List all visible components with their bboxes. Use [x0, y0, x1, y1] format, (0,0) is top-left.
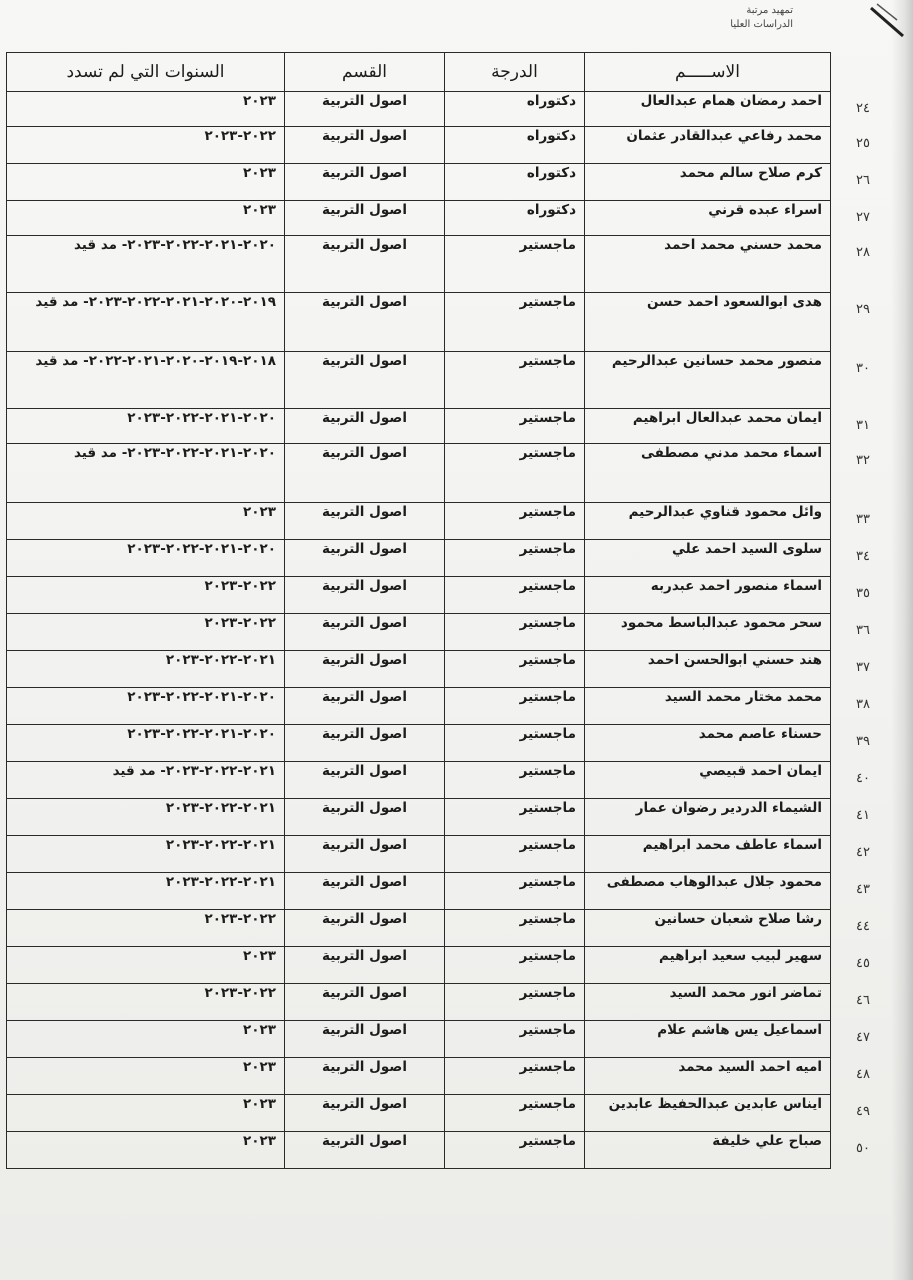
cell-department: اصول التربية	[285, 799, 445, 836]
cell-department: اصول التربية	[285, 688, 445, 725]
cell-years: ٢٠٢٢-٢٠٢٣	[7, 984, 285, 1021]
cell-years: ٢٠٢٣	[7, 1132, 285, 1169]
cell-degree: ماجستير	[445, 910, 585, 947]
cell-years: ٢٠٢٠-٢٠٢١-٢٠٢٢-٢٠٢٣	[7, 688, 285, 725]
students-table	[6, 52, 831, 1169]
cell-department: اصول التربية	[285, 444, 445, 503]
row-number: ٤٥	[856, 956, 870, 971]
cell-degree: ماجستير	[445, 947, 585, 984]
cell-years: ٢٠٢١-٢٠٢٢-٢٠٢٣	[7, 836, 285, 873]
cell-degree: ماجستير	[445, 762, 585, 799]
cell-degree: ماجستير	[445, 651, 585, 688]
cell-years: ٢٠٢٢-٢٠٢٣	[7, 127, 285, 164]
cell-name: وائل محمود قناوي عبدالرحيم	[585, 503, 831, 540]
table-row	[7, 1021, 831, 1058]
table-row	[7, 984, 831, 1021]
cell-name: اسماء محمد مدني مصطفى	[585, 444, 831, 503]
column-header-degree: الدرجة	[445, 53, 585, 92]
cell-name: اسماء عاطف محمد ابراهيم	[585, 836, 831, 873]
row-number: ٢٤	[856, 101, 870, 116]
table-row	[7, 725, 831, 762]
cell-department: اصول التربية	[285, 1095, 445, 1132]
cell-department: اصول التربية	[285, 92, 445, 127]
row-number: ٣٨	[856, 697, 870, 712]
cell-department: اصول التربية	[285, 201, 445, 236]
table-row	[7, 503, 831, 540]
cell-degree: ماجستير	[445, 725, 585, 762]
row-number: ٢٦	[856, 173, 870, 188]
table-row	[7, 352, 831, 409]
cell-years: ٢٠١٨-٢٠١٩-٢٠٢٠-٢٠٢١-٢٠٢٢- مد قيد	[7, 352, 285, 409]
cell-name: سحر محمود عبدالباسط محمود	[585, 614, 831, 651]
row-number: ٤١	[856, 808, 870, 823]
table-row	[7, 651, 831, 688]
cell-department: اصول التربية	[285, 503, 445, 540]
row-number: ٤٨	[856, 1067, 870, 1082]
cell-department: اصول التربية	[285, 836, 445, 873]
cell-degree: ماجستير	[445, 1132, 585, 1169]
row-number: ٣٥	[856, 586, 870, 601]
cell-department: اصول التربية	[285, 127, 445, 164]
table-row	[7, 836, 831, 873]
table-row	[7, 127, 831, 164]
cell-years: ٢٠١٩-٢٠٢٠-٢٠٢١-٢٠٢٢-٢٠٢٣- مد قيد	[7, 293, 285, 352]
column-header-years: السنوات التي لم تسدد	[7, 53, 285, 92]
cell-name: ايناس عابدين عبدالحفيظ عابدين	[585, 1095, 831, 1132]
row-number: ٣١	[856, 418, 870, 433]
table-header-row	[7, 53, 831, 92]
row-number: ٤٧	[856, 1030, 870, 1045]
cell-degree: دكتوراه	[445, 127, 585, 164]
row-number: ٤٠	[856, 771, 870, 786]
cell-department: اصول التربية	[285, 577, 445, 614]
cell-degree: ماجستير	[445, 236, 585, 293]
cell-degree: ماجستير	[445, 688, 585, 725]
cell-degree: ماجستير	[445, 444, 585, 503]
cell-department: اصول التربية	[285, 540, 445, 577]
cell-years: ٢٠٢٣	[7, 201, 285, 236]
cell-name: محمود جلال عبدالوهاب مصطفى	[585, 873, 831, 910]
table-row	[7, 873, 831, 910]
cell-degree: ماجستير	[445, 1021, 585, 1058]
table-row	[7, 236, 831, 293]
cell-degree: دكتوراه	[445, 164, 585, 201]
row-number: ٤٢	[856, 845, 870, 860]
cell-name: هدى ابوالسعود احمد حسن	[585, 293, 831, 352]
cell-years: ٢٠٢٣	[7, 1021, 285, 1058]
row-number: ٣٧	[856, 660, 870, 675]
cell-name: رشا صلاح شعبان حسانين	[585, 910, 831, 947]
cell-name: محمد مختار محمد السيد	[585, 688, 831, 725]
cell-years: ٢٠٢٣	[7, 947, 285, 984]
cell-department: اصول التربية	[285, 614, 445, 651]
cell-name: سلوى السيد احمد علي	[585, 540, 831, 577]
table-row	[7, 1095, 831, 1132]
table-row	[7, 910, 831, 947]
row-number: ٣٢	[856, 453, 870, 468]
row-number: ٢٧	[856, 210, 870, 225]
cell-degree: ماجستير	[445, 873, 585, 910]
row-number: ٤٩	[856, 1104, 870, 1119]
table-row	[7, 293, 831, 352]
cell-years: ٢٠٢٠-٢٠٢١-٢٠٢٢-٢٠٢٣	[7, 409, 285, 444]
table-body	[7, 92, 831, 1169]
cell-degree: دكتوراه	[445, 92, 585, 127]
cell-department: اصول التربية	[285, 409, 445, 444]
cell-name: ايمان محمد عبدالعال ابراهيم	[585, 409, 831, 444]
row-number: ٥٠	[856, 1141, 870, 1156]
paper-edge-shadow	[891, 0, 913, 1280]
row-number: ٤٣	[856, 882, 870, 897]
cell-years: ٢٠٢١-٢٠٢٢-٢٠٢٣	[7, 799, 285, 836]
cell-degree: ماجستير	[445, 984, 585, 1021]
row-number: ٣٤	[856, 549, 870, 564]
header-line-2: الدراسات العليا	[730, 19, 793, 30]
cell-years: ٢٠٢١-٢٠٢٢-٢٠٢٣- مد قيد	[7, 762, 285, 799]
cell-name: اسماعيل يس هاشم علام	[585, 1021, 831, 1058]
cell-years: ٢٠٢٣	[7, 92, 285, 127]
table-row	[7, 1058, 831, 1095]
cell-department: اصول التربية	[285, 293, 445, 352]
table-row	[7, 92, 831, 127]
table-row	[7, 444, 831, 503]
cell-degree: ماجستير	[445, 352, 585, 409]
cell-department: اصول التربية	[285, 1021, 445, 1058]
cell-degree: ماجستير	[445, 799, 585, 836]
header-line-1: تمهيد مرتبة	[746, 5, 793, 16]
cell-name: سهير لبيب سعيد ابراهيم	[585, 947, 831, 984]
row-number: ٢٩	[856, 302, 870, 317]
cell-name: محمد حسني محمد احمد	[585, 236, 831, 293]
cell-department: اصول التربية	[285, 910, 445, 947]
cell-years: ٢٠٢٣	[7, 503, 285, 540]
column-header-name: الاســـــم	[585, 53, 831, 92]
cell-name: هند حسني ابوالحسن احمد	[585, 651, 831, 688]
cell-years: ٢٠٢٠-٢٠٢١-٢٠٢٢-٢٠٢٣	[7, 725, 285, 762]
row-number: ٣٣	[856, 512, 870, 527]
cell-years: ٢٠٢٢-٢٠٢٣	[7, 614, 285, 651]
cell-name: الشيماء الدردير رضوان عمار	[585, 799, 831, 836]
cell-degree: ماجستير	[445, 577, 585, 614]
cell-years: ٢٠٢٢-٢٠٢٣	[7, 910, 285, 947]
cell-years: ٢٠٢٣	[7, 1095, 285, 1132]
row-number: ٢٨	[856, 245, 870, 260]
cell-department: اصول التربية	[285, 1058, 445, 1095]
cell-name: اسراء عبده قرني	[585, 201, 831, 236]
cell-years: ٢٠٢٠-٢٠٢١-٢٠٢٢-٢٠٢٣	[7, 540, 285, 577]
cell-department: اصول التربية	[285, 947, 445, 984]
row-number: ٤٤	[856, 919, 870, 934]
cell-years: ٢٠٢٠-٢٠٢١-٢٠٢٢-٢٠٢٣- مد قيد	[7, 236, 285, 293]
cell-name: حسناء عاصم محمد	[585, 725, 831, 762]
cell-name: منصور محمد حسانين عبدالرحيم	[585, 352, 831, 409]
table-row	[7, 577, 831, 614]
cell-department: اصول التربية	[285, 164, 445, 201]
table-row	[7, 614, 831, 651]
cell-department: اصول التربية	[285, 1132, 445, 1169]
table-row	[7, 201, 831, 236]
cell-name: ايمان احمد قبيصي	[585, 762, 831, 799]
cell-name: تماضر انور محمد السيد	[585, 984, 831, 1021]
cell-years: ٢٠٢٢-٢٠٢٣	[7, 577, 285, 614]
cell-department: اصول التربية	[285, 352, 445, 409]
table-row	[7, 799, 831, 836]
cell-years: ٢٠٢٠-٢٠٢١-٢٠٢٢-٢٠٢٣- مد قيد	[7, 444, 285, 503]
table-row	[7, 409, 831, 444]
cell-name: محمد رفاعي عبدالقادر عثمان	[585, 127, 831, 164]
cell-department: اصول التربية	[285, 651, 445, 688]
row-number: ٣٦	[856, 623, 870, 638]
cell-years: ٢٠٢١-٢٠٢٢-٢٠٢٣	[7, 873, 285, 910]
table-row	[7, 164, 831, 201]
cell-name: صباح علي خليفة	[585, 1132, 831, 1169]
cell-department: اصول التربية	[285, 873, 445, 910]
table-row	[7, 762, 831, 799]
cell-degree: ماجستير	[445, 540, 585, 577]
cell-years: ٢٠٢٣	[7, 164, 285, 201]
cell-degree: ماجستير	[445, 1058, 585, 1095]
row-number: ٤٦	[856, 993, 870, 1008]
row-number: ٣٠	[856, 361, 870, 376]
cell-degree: ماجستير	[445, 614, 585, 651]
cell-degree: ماجستير	[445, 1095, 585, 1132]
table-row	[7, 1132, 831, 1169]
cell-name: اميه احمد السيد محمد	[585, 1058, 831, 1095]
header-note	[730, 4, 793, 32]
cell-years: ٢٠٢١-٢٠٢٢-٢٠٢٣	[7, 651, 285, 688]
row-number: ٣٩	[856, 734, 870, 749]
table-row	[7, 540, 831, 577]
table-row	[7, 947, 831, 984]
cell-degree: ماجستير	[445, 293, 585, 352]
cell-department: اصول التربية	[285, 236, 445, 293]
cell-years: ٢٠٢٣	[7, 1058, 285, 1095]
cell-department: اصول التربية	[285, 725, 445, 762]
cell-degree: ماجستير	[445, 409, 585, 444]
column-header-department: القسم	[285, 53, 445, 92]
cell-name: احمد رمضان همام عبدالعال	[585, 92, 831, 127]
cell-degree: دكتوراه	[445, 201, 585, 236]
cell-department: اصول التربية	[285, 984, 445, 1021]
table-row	[7, 688, 831, 725]
cell-degree: ماجستير	[445, 503, 585, 540]
cell-name: اسماء منصور احمد عبدربه	[585, 577, 831, 614]
cell-name: كرم صلاح سالم محمد	[585, 164, 831, 201]
cell-department: اصول التربية	[285, 762, 445, 799]
row-number: ٢٥	[856, 136, 870, 151]
cell-degree: ماجستير	[445, 836, 585, 873]
